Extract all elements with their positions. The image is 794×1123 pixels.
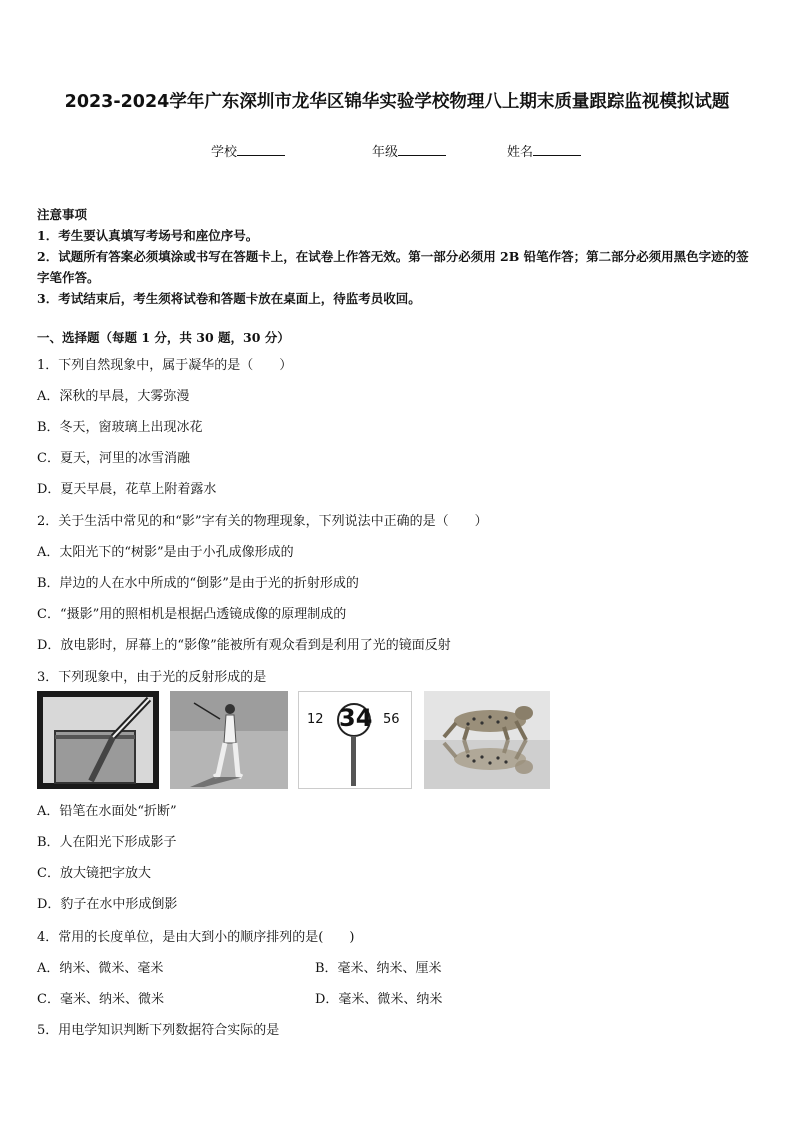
option-item[interactable]: D．豹子在水中形成倒影 xyxy=(37,897,178,912)
option-item[interactable]: A．铅笔在水面处“折断” xyxy=(37,804,177,819)
question-stem: 1．下列自然现象中，属于凝华的是（ ） xyxy=(37,358,293,373)
magnifier-text-right: 56 xyxy=(383,712,400,727)
notes-item: 2．试题所有答案必须填涂或书写在答题卡上，在试卷上作答无效。第一部分必须用 2B 铅笔作答；第二部分必须用黑色字迹的签字笔作答。 xyxy=(37,249,749,285)
question-stem: 2．关于生活中常见的和“影”字有关的物理现象，下列说法中正确的是（ ） xyxy=(37,514,488,529)
notes-item: 3．考试结束后，考生须将试卷和答题卡放在桌面上，待监考员收回。 xyxy=(37,291,421,306)
exam-title: 2023-2024学年广东深圳市龙华区锦华实验学校物理八上期末质量跟踪监视模拟试题 xyxy=(64,92,730,112)
option-item[interactable]: C．毫米、纳米、微米 xyxy=(37,992,164,1007)
option-item[interactable]: B．岸边的人在水中所成的“倒影”是由于光的折射形成的 xyxy=(37,576,359,591)
option-item[interactable]: B．冬天，窗玻璃上出现冰花 xyxy=(37,420,203,435)
school-label: 学校 xyxy=(211,145,238,160)
question-stem: 3．下列现象中，由于光的反射形成的是 xyxy=(37,670,267,685)
magnifier-text-center: 34 xyxy=(339,704,373,732)
grade-blank[interactable] xyxy=(398,144,446,156)
option-item[interactable]: A．纳米、微米、毫米 xyxy=(37,961,164,976)
option-item[interactable]: D．放电影时，屏幕上的“影像”能被所有观众看到是利用了光的镜面反射 xyxy=(37,638,451,653)
option-item[interactable]: D．毫米、微米、纳米 xyxy=(315,992,443,1007)
option-item[interactable]: B．人在阳光下形成影子 xyxy=(37,835,177,850)
pencil-in-water-image xyxy=(37,691,159,789)
name-field xyxy=(507,141,581,160)
question-stem: 5．用电学知识判断下列数据符合实际的是 xyxy=(37,1023,280,1038)
option-item[interactable]: C．放大镜把字放大 xyxy=(37,866,151,881)
option-item[interactable]: C．夏天，河里的冰雪消融 xyxy=(37,451,190,466)
grade-field xyxy=(372,141,446,160)
school-blank[interactable] xyxy=(237,144,285,156)
magnifier-text-left: 12 xyxy=(307,712,324,727)
name-blank[interactable] xyxy=(533,144,581,156)
grade-label: 年级 xyxy=(372,145,399,160)
leopard-reflection-image xyxy=(424,691,550,789)
notes-block xyxy=(37,204,761,309)
notes-heading: 注意事项 xyxy=(37,207,88,222)
option-item[interactable]: A．深秋的早晨，大雾弥漫 xyxy=(37,389,190,404)
option-item[interactable]: B．毫米、纳米、厘米 xyxy=(315,961,442,976)
question-stem: 4．常用的长度单位，是由大到小的顺序排列的是( ) xyxy=(37,930,355,945)
notes-item: 1．考生要认真填写考场号和座位序号。 xyxy=(37,228,259,243)
school-field xyxy=(211,141,285,160)
section-title: 一、选择题（每题 1 分，共 30 题，30 分） xyxy=(37,330,290,345)
magnifier-image xyxy=(298,691,412,789)
golfer-shadow-image xyxy=(170,691,288,789)
option-item[interactable]: C．“摄影”用的照相机是根据凸透镜成像的原理制成的 xyxy=(37,607,347,622)
option-item[interactable]: D．夏天早晨，花草上附着露水 xyxy=(37,482,217,497)
option-item[interactable]: A．太阳光下的“树影”是由于小孔成像形成的 xyxy=(37,545,294,560)
name-label: 姓名 xyxy=(507,145,534,160)
